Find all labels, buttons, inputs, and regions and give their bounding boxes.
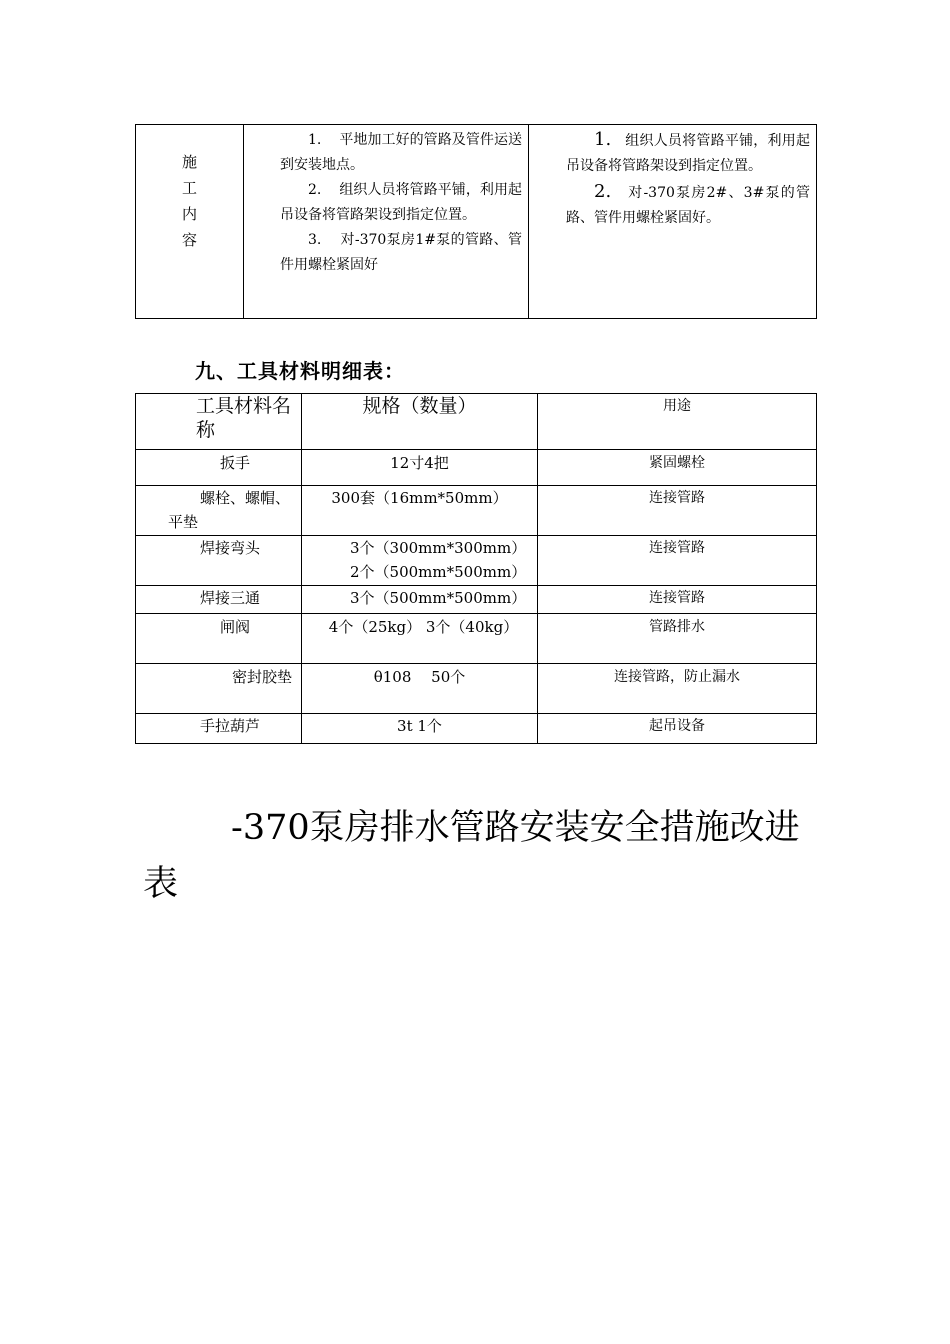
name-cell bbox=[136, 714, 302, 744]
tool-use: 起吊设备 bbox=[649, 718, 705, 734]
tool-name: 闸阀 bbox=[220, 618, 251, 636]
pump1-steps bbox=[244, 125, 528, 278]
tool-name: 焊接弯头 bbox=[200, 539, 261, 557]
spec-cell bbox=[302, 714, 538, 744]
tool-use: 连接管路，防止漏水 bbox=[614, 669, 740, 685]
tool-use: 连接管路 bbox=[649, 540, 705, 556]
document-title: -370泵房排水管路安装安全措施改进表 bbox=[143, 808, 800, 904]
step-text: 平地加工好的管路及管件运送到安装地点。 bbox=[280, 132, 522, 173]
spec-cell bbox=[302, 486, 538, 536]
spec-cell bbox=[302, 586, 538, 614]
tool-use: 连接管路 bbox=[649, 490, 705, 506]
step-number: 2. bbox=[594, 181, 612, 202]
tools-materials-table bbox=[135, 393, 817, 744]
step-number: 1. bbox=[594, 129, 612, 150]
tool-spec: 12寸4把 bbox=[390, 454, 449, 472]
table-row bbox=[136, 714, 817, 744]
header-name-cell bbox=[136, 394, 302, 450]
step-item bbox=[280, 178, 522, 228]
tool-spec: θ108 50个 bbox=[373, 668, 466, 686]
step-number: 2. bbox=[308, 182, 322, 198]
construction-content-table bbox=[135, 124, 817, 319]
use-cell bbox=[538, 614, 817, 664]
step-number: 1. bbox=[308, 132, 322, 148]
pump1-steps-cell bbox=[244, 125, 529, 319]
tool-spec: 4个（25kg） 3个（40kg） bbox=[328, 618, 519, 636]
name-cell bbox=[136, 450, 302, 486]
table-header-row bbox=[136, 394, 817, 450]
step-number: 3. bbox=[308, 232, 322, 248]
name-cell bbox=[136, 614, 302, 664]
label-char: 内 bbox=[181, 205, 197, 223]
tool-use: 紧固螺栓 bbox=[649, 455, 705, 471]
table-row bbox=[136, 536, 817, 586]
use-cell bbox=[538, 586, 817, 614]
pump23-steps-cell bbox=[529, 125, 817, 319]
tool-name: 手拉葫芦 bbox=[200, 717, 261, 735]
construction-label-cell bbox=[136, 125, 244, 319]
header-use: 用途 bbox=[663, 398, 691, 414]
table-row bbox=[136, 450, 817, 486]
tool-name: 焊接三通 bbox=[200, 589, 261, 607]
tool-spec: 3个（300mm*300mm）2个（500mm*500mm） bbox=[350, 539, 527, 581]
step-item bbox=[280, 128, 522, 178]
name-cell bbox=[136, 664, 302, 714]
use-cell bbox=[538, 536, 817, 586]
step-item bbox=[280, 228, 522, 278]
table-row bbox=[136, 486, 817, 536]
header-spec: 规格（数量） bbox=[362, 395, 477, 417]
tool-name: 螺栓、螺帽、平垫 bbox=[168, 489, 291, 531]
tool-spec: 3个（500mm*500mm） bbox=[350, 589, 527, 607]
use-cell bbox=[538, 450, 817, 486]
section-heading: 九、工具材料明细表： bbox=[195, 359, 405, 383]
name-cell bbox=[136, 486, 302, 536]
step-text: 对-370泵房2#、3#泵的管路、管件用螺栓紧固好。 bbox=[566, 185, 810, 226]
tool-use: 管路排水 bbox=[649, 619, 705, 635]
spec-cell bbox=[302, 664, 538, 714]
label-char: 容 bbox=[181, 231, 197, 249]
tool-use: 连接管路 bbox=[649, 590, 705, 606]
header-use-cell bbox=[538, 394, 817, 450]
header-spec-cell bbox=[302, 394, 538, 450]
construction-label bbox=[136, 125, 243, 253]
tool-spec: 3t 1个 bbox=[397, 717, 442, 735]
tool-spec: 300套（16mm*50mm） bbox=[331, 489, 508, 507]
use-cell bbox=[538, 714, 817, 744]
step-text: 组织人员将管路平铺，利用起吊设备将管路架设到指定位置。 bbox=[280, 182, 522, 223]
step-text: 对-370泵房1#泵的管路、管件用螺栓紧固好 bbox=[280, 232, 522, 273]
use-cell bbox=[538, 664, 817, 714]
header-name: 工具材料名称 bbox=[196, 395, 292, 441]
tool-name: 扳手 bbox=[220, 454, 251, 472]
table-row bbox=[136, 664, 817, 714]
step-item bbox=[566, 179, 810, 231]
spec-cell bbox=[302, 450, 538, 486]
tool-name: 密封胶垫 bbox=[232, 668, 293, 686]
name-cell bbox=[136, 586, 302, 614]
label-char: 工 bbox=[181, 179, 197, 197]
table-row bbox=[136, 614, 817, 664]
step-item bbox=[566, 127, 810, 179]
label-char: 施 bbox=[181, 153, 197, 171]
step-text: 组织人员将管路平铺，利用起吊设备将管路架设到指定位置。 bbox=[566, 133, 810, 174]
table-row bbox=[136, 586, 817, 614]
use-cell bbox=[538, 486, 817, 536]
name-cell bbox=[136, 536, 302, 586]
spec-cell bbox=[302, 536, 538, 586]
spec-cell bbox=[302, 614, 538, 664]
pump23-steps bbox=[529, 125, 816, 231]
